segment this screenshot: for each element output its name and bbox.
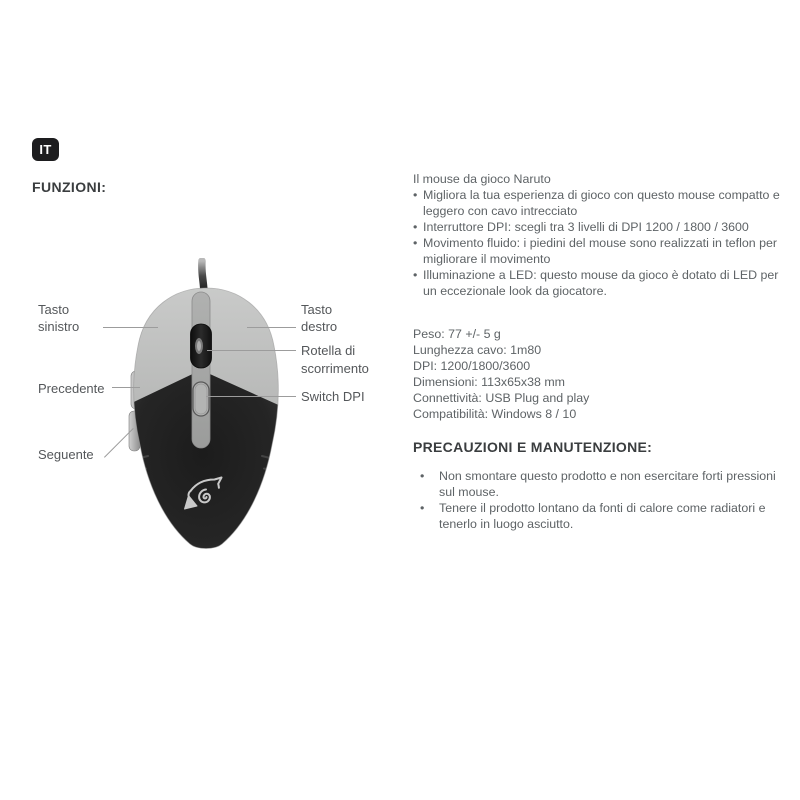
leader-line-right-button: [247, 327, 296, 328]
spec-list: [413, 326, 784, 422]
label-right-button: Tasto destro: [301, 302, 338, 334]
feature-item: • Interruttore DPI: scegli tra 3 livelli di DPI 1200 / 1800 / 3600: [413, 219, 784, 235]
leader-line-previous-button: [112, 387, 140, 388]
label-dpi-switch: Switch DPI: [301, 389, 365, 404]
leader-line-dpi-switch: [206, 396, 296, 397]
scroll-wheel-glint: [197, 341, 201, 351]
precaution-item: • Tenere il prodotto lontano da fonti di calore come radiatori e tenerlo in luogo asciutto.: [413, 500, 784, 532]
spec-line-dimensions: Dimensioni: 113x65x38 mm: [413, 375, 565, 389]
precaution-list: [413, 468, 784, 532]
spec-line-cable-length: Lunghezza cavo: 1m80: [413, 343, 542, 357]
precautions-heading: PRECAUZIONI E MANUTENZIONE:: [413, 439, 653, 455]
functions-heading: FUNZIONI:: [32, 179, 107, 195]
product-intro: Il mouse da gioco Naruto: [413, 172, 551, 186]
label-previous-button: Precedente: [38, 381, 105, 396]
feature-list: [413, 187, 784, 299]
label-scroll-wheel: Rotella di scorrimento: [301, 343, 369, 376]
feature-item: • Illuminazione a LED: questo mouse da gioco è dotato di LED per un eccezionale look da giocatore.: [413, 267, 784, 299]
leader-line-left-button: [103, 327, 158, 328]
label-left-button: Tasto sinistro: [38, 302, 80, 334]
feature-item: • Migliora la tua esperienza di gioco con questo mouse compatto e leggero con cavo intrecciato: [413, 187, 784, 219]
spec-line-connectivity: Connettività: USB Plug and play: [413, 391, 590, 405]
leader-line-scroll-wheel: [207, 350, 296, 351]
center-strip: [192, 292, 210, 448]
mouse-diagram: [95, 258, 315, 568]
spec-line-compatibility: Compatibilità: Windows 8 / 10: [413, 407, 577, 421]
feature-item: • Movimento fluido: i piedini del mouse sono realizzati in teflon per migliorare il movimento: [413, 235, 784, 267]
language-badge: IT: [32, 138, 59, 161]
precaution-item: • Non smontare questo prodotto e non esercitare forti pressioni sul mouse.: [413, 468, 784, 500]
product-info-column: [413, 171, 784, 532]
label-next-button: Seguente: [38, 447, 94, 462]
spec-line-dpi: DPI: 1200/1800/3600: [413, 359, 531, 373]
spec-line-weight: Peso: 77 +/- 5 g: [413, 327, 501, 341]
